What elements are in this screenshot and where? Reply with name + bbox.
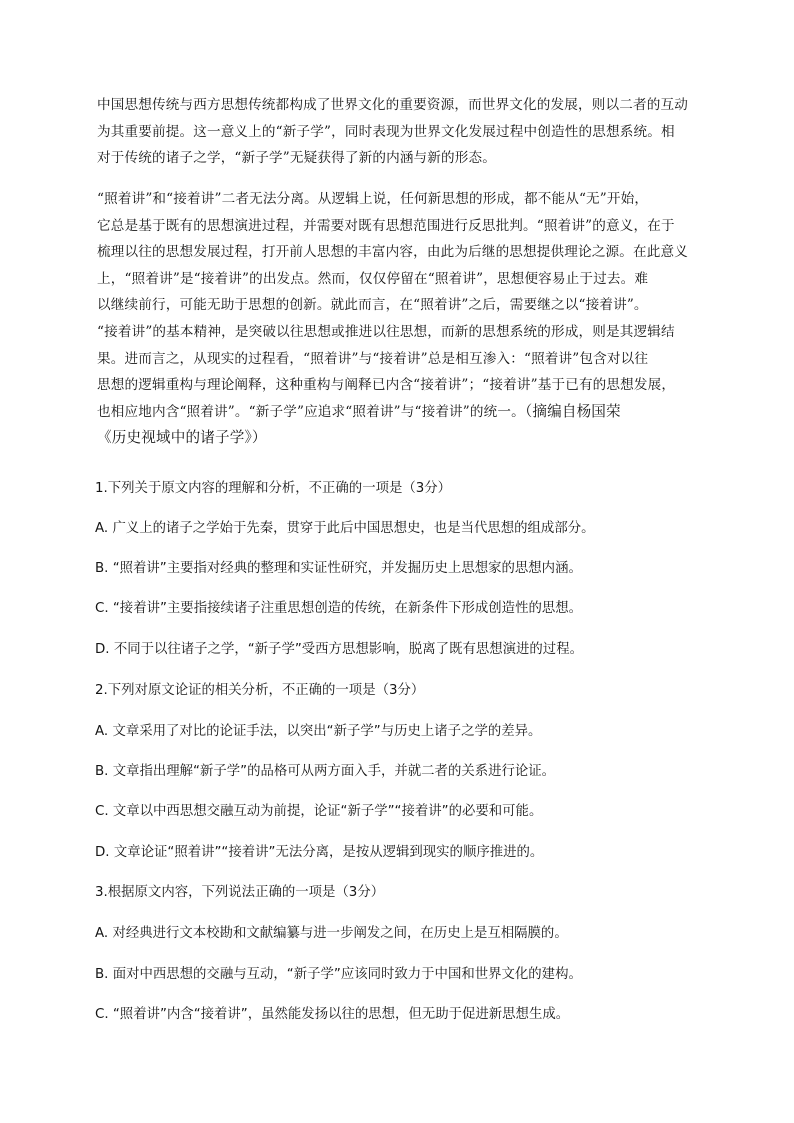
question-1-option-d: D. 不同于以往诸子之学，“新子学”受西方思想影响，脱离了既有思想演进的过程。 bbox=[95, 642, 583, 657]
source-citation-title: 《历史视域中的诸子学》） bbox=[97, 429, 267, 447]
question-3-stem: 3.根据原文内容，下列说法正确的一项是（3分） bbox=[95, 885, 385, 900]
question-1-option-b: B. “照着讲”主要指对经典的整理和实证性研究，并发掘历史上思想家的思想内涵。 bbox=[95, 561, 582, 576]
question-3-option-b: B. 面对中西思想的交融与互动，“新子学”应该同时致力于中国和世界文化的建构。 bbox=[95, 967, 582, 982]
passage-line: 思想的逻辑重构与理论阐释，这种重构与阐释已内含“接着讲”；“接着讲”基于已有的思想发展， bbox=[97, 377, 676, 394]
passage-line: 对于传统的诸子之学，“新子学”无疑获得了新的内涵与新的形态。 bbox=[97, 150, 497, 167]
question-1-option-a: A. 广义上的诸子之学始于先秦，贯穿于此后中国思想史，也是当代思想的组成部分。 bbox=[95, 521, 595, 536]
source-citation: （摘编自杨国荣 bbox=[524, 402, 621, 420]
question-2-option-d: D. 文章论证“照着讲”“接着讲”无法分离，是按从逻辑到现实的顺序推进的。 bbox=[95, 845, 544, 860]
passage-line: 为其重要前提。这一意义上的“新子学”，同时表现为世界文化发展过程中创造性的思想系统。相 bbox=[97, 123, 675, 140]
question-3-option-a: A. 对经典进行文本校勘和文献编纂与进一步阐发之间，在历史上是互相隔膜的。 bbox=[95, 926, 568, 941]
passage-line: 以继续前行，可能无助于思想的创新。就此而言，在“照着讲”之后，需要继之以“接着讲”。 bbox=[97, 297, 648, 314]
passage-line: 上，“照着讲”是“接着讲”的出发点。然而，仅仅停留在“照着讲”，思想便容易止于过去。难 bbox=[97, 270, 649, 287]
question-2-stem: 2.下列对原文论证的相关分析，不正确的一项是（3分） bbox=[95, 683, 425, 698]
question-2-option-c: C. 文章以中西思想交融互动为前提，论证“新子学”“接着讲”的必要和可能。 bbox=[95, 804, 543, 819]
passage-line bbox=[97, 399, 705, 426]
passage-line: 梳理以往的思想发展过程，打开前人思想的丰富内容，由此为后继的思想提供理论之源。在此意义 bbox=[97, 244, 688, 261]
question-1-option-c: C. “接着讲”主要指接续诸子注重思想创造的传统，在新条件下形成创造性的思想。 bbox=[95, 601, 583, 616]
passage-paragraph-1 bbox=[97, 92, 705, 172]
passage-line: “接着讲”的基本精神，是突破以往思想或推进以往思想，而新的思想系统的形成，则是其逻辑结 bbox=[97, 323, 675, 340]
question-2-option-b: B. 文章指出理解“新子学”的品格可从两方面入手，并就二者的关系进行论证。 bbox=[95, 764, 556, 779]
passage-line: 中国思想传统与西方思想传统都构成了世界文化的重要资源，而世界文化的发展，则以二者的互动 bbox=[97, 97, 688, 113]
passage-line: 果。进而言之，从现实的过程看，“照着讲”与“接着讲”总是相互渗入：“照着讲”包含对以往 bbox=[97, 350, 649, 367]
passage-line: 它总是基于既有的思想演进过程，并需要对既有思想范围进行反思批判。“照着讲”的意义，在于 bbox=[97, 217, 675, 234]
passage-line: “照着讲”和“接着讲”二者无法分离。从逻辑上说，任何新思想的形成，都不能从“无”开始， bbox=[97, 191, 649, 207]
question-2-option-a: A. 文章采用了对比的论证手法，以突出“新子学”与历史上诸子之学的差异。 bbox=[95, 724, 542, 739]
question-1-stem: 1.下列关于原文内容的理解和分析，不正确的一项是（3分） bbox=[95, 481, 452, 496]
question-3-option-c: C. “照着讲”内含“接着讲”，虽然能发扬以往的思想，但无助于促进新思想生成。 bbox=[95, 1007, 570, 1022]
passage-line-text: 也相应地内含“照着讲”。“新子学”应追求“照着讲”与“接着讲”的统一。 bbox=[97, 403, 525, 420]
passage-paragraph-2 bbox=[97, 186, 705, 452]
